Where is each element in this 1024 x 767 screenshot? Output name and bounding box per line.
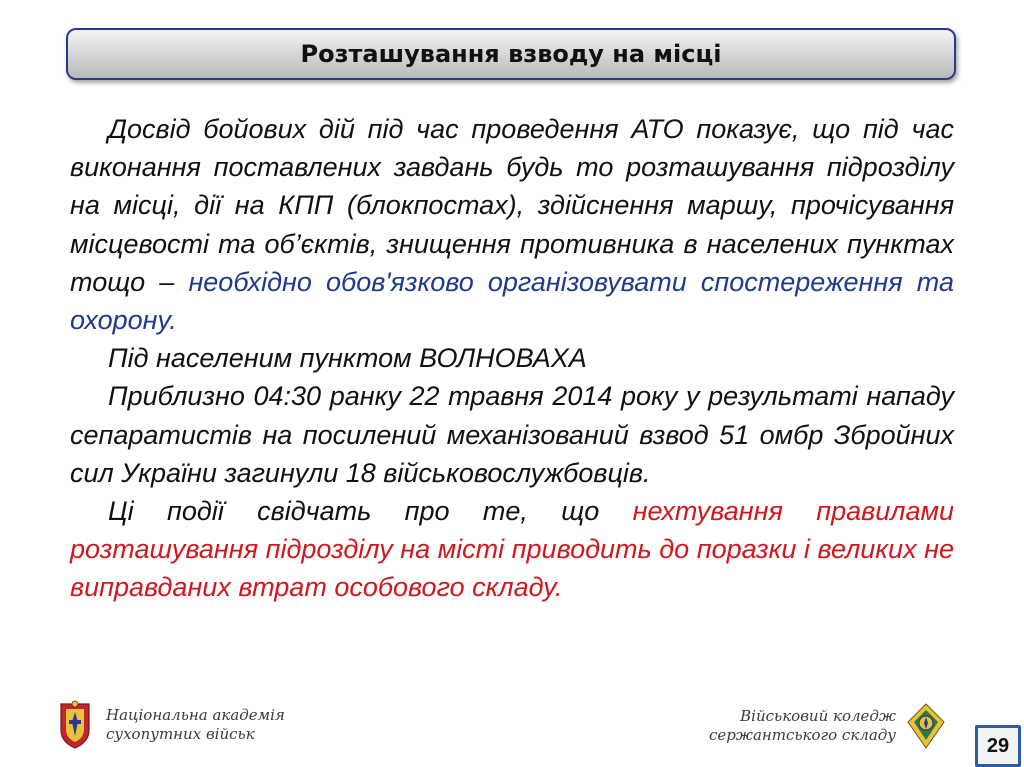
footer-academy	[58, 700, 285, 750]
footer-college-line2: сержантського складу	[709, 726, 896, 744]
paragraph-1-emphasis: необхідно обов'язково організовувати спостереження та охорону.	[70, 266, 955, 336]
paragraph-1-text: Досвід бойових дій під час проведення АТО показує, що під час виконання поставлених завдань будь то розташування підрозділу на місці, дії на КПП (блокпостах), здійснення маршу, прочісування місцевості та об’єктів, знищення противника в населених пунктах тощо –	[70, 114, 954, 297]
slide-title: Розташування взводу на місці	[300, 40, 722, 68]
paragraph-3: Приблизно 04:30 ранку 22 травня 2014 року у результаті нападу сепаратистів на посилений механізований взвод 51 омбр Збройних сил України загинули 18 військовослужбовців.	[70, 381, 954, 488]
footer-college-line1: Військовий коледж	[740, 707, 896, 725]
paragraph-1	[70, 110, 954, 339]
footer-academy-line1: Національна академія	[106, 706, 285, 724]
paragraph-4	[70, 492, 954, 607]
college-emblem-icon	[906, 702, 946, 750]
slide-body	[70, 110, 954, 607]
slide-title-bar	[66, 28, 956, 80]
paragraph-4-text: Ці події свідчать про те, що	[108, 496, 633, 527]
footer-college	[709, 702, 946, 750]
academy-emblem-icon	[58, 700, 92, 750]
page-number: 29	[978, 728, 1018, 764]
paragraph-2: Під населеним пунктом ВОЛНОВАХА	[108, 343, 587, 374]
paragraph-4-emphasis: нехтування правилами розташування підрозділу на місті приводить до поразки і великих не виправданих втрат особового складу.	[70, 496, 955, 603]
page-number-badge	[975, 725, 1021, 767]
footer-academy-line2: сухопутних військ	[106, 725, 255, 743]
